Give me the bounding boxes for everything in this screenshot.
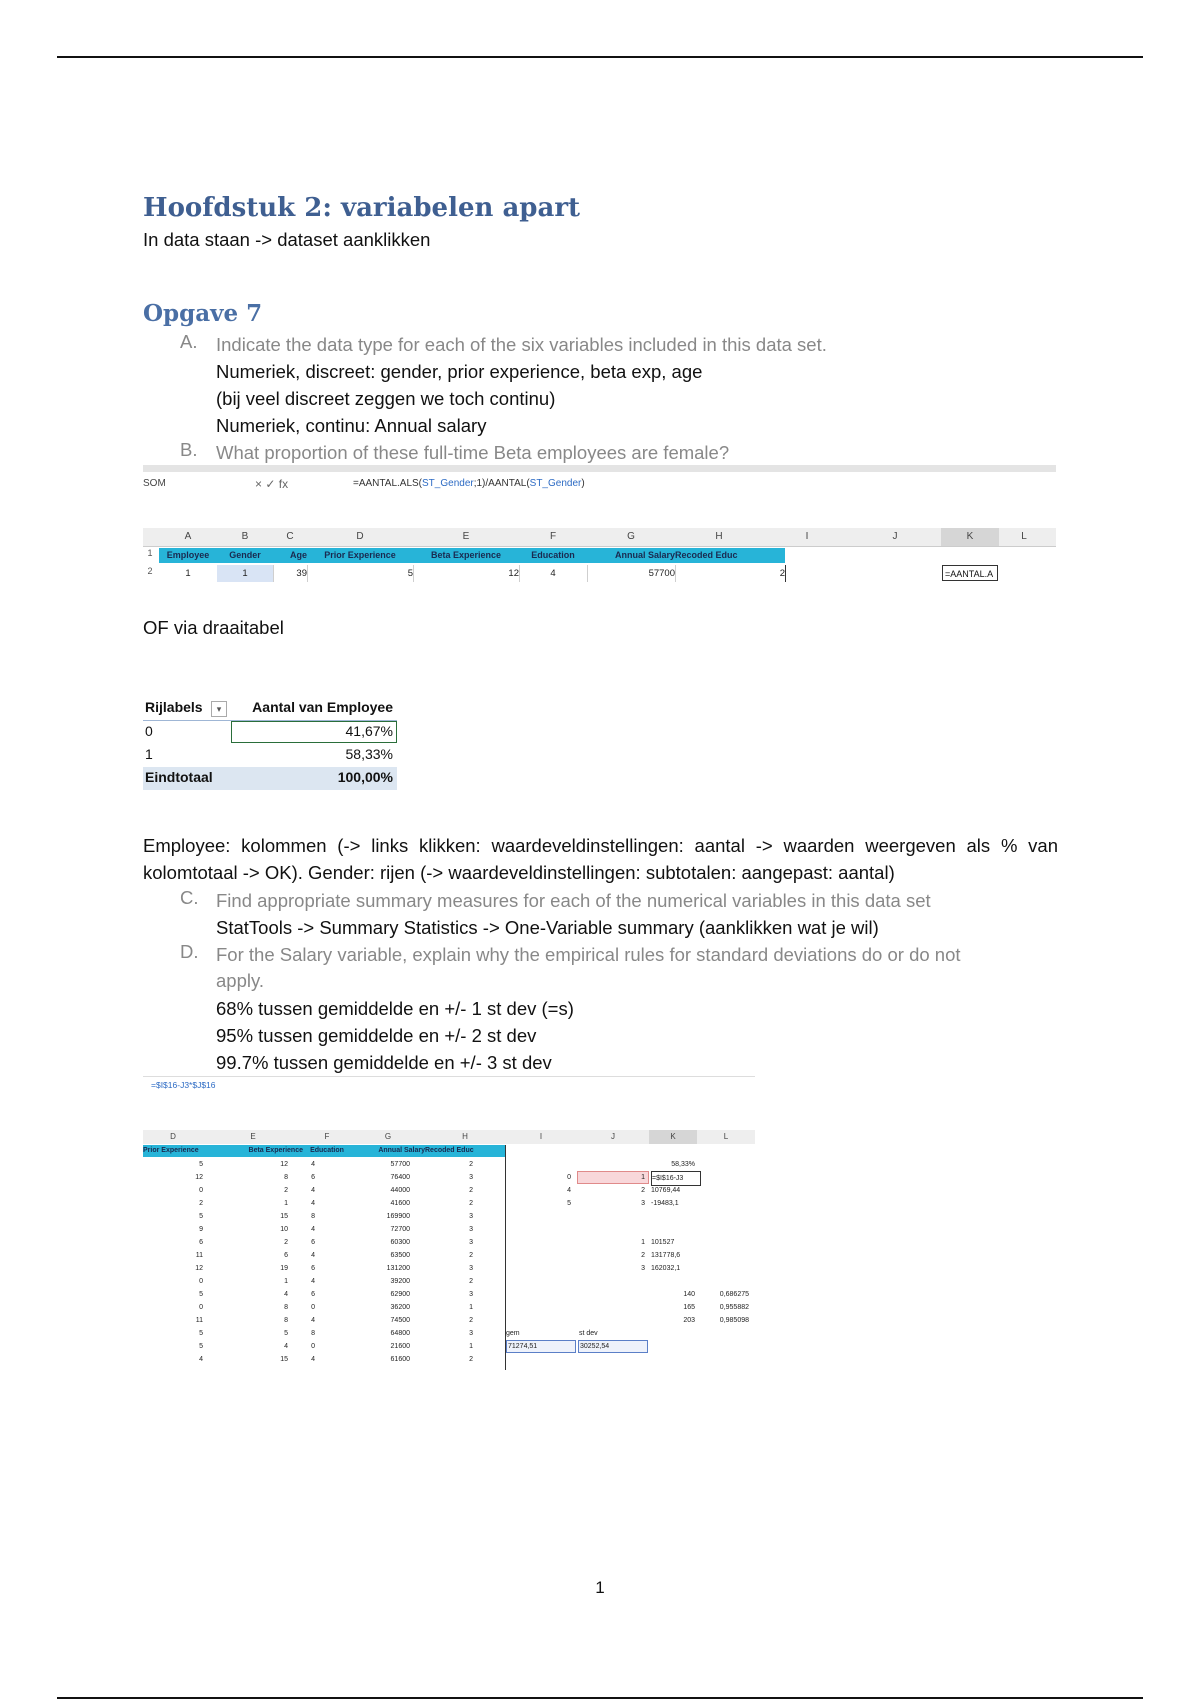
table-cell[interactable]: 0 (311, 1304, 315, 1311)
table-cell[interactable]: 101527 (651, 1239, 675, 1246)
pivot-row-value[interactable]: 41,67% (345, 723, 393, 739)
table-cell[interactable]: 63500 (390, 1252, 410, 1259)
table-cell[interactable]: 9 (199, 1226, 203, 1233)
table-cell[interactable]: 2 (675, 565, 786, 582)
table-cell[interactable]: 3 (469, 1265, 473, 1272)
table-cell[interactable]: 5 (199, 1330, 203, 1337)
table-cell[interactable]: 3 (469, 1174, 473, 1181)
table-cell[interactable]: 4 (199, 1356, 203, 1363)
table-cell[interactable]: 8 (284, 1174, 288, 1181)
table-cell[interactable]: 4 (311, 1187, 315, 1194)
table-cell[interactable]: 4 (284, 1291, 288, 1298)
column-header: A (184, 531, 192, 542)
table-cell[interactable]: 3 (469, 1226, 473, 1233)
pivot-total-label: Eindtotaal (145, 769, 213, 785)
table-cell[interactable]: 60300 (390, 1239, 410, 1246)
table-cell[interactable]: 6 (311, 1291, 315, 1298)
table-cell[interactable]: 44000 (390, 1187, 410, 1194)
table-cell[interactable]: 140 (683, 1291, 695, 1298)
table-cell[interactable]: 10 (280, 1226, 288, 1233)
column-header: H (462, 1132, 468, 1141)
exercise-title: Opgave 7 (143, 300, 263, 327)
excel-screenshot-salary (143, 1076, 755, 1370)
row-number: 2 (147, 566, 153, 576)
table-cell[interactable]: 6 (311, 1265, 315, 1272)
row-number: 1 (147, 548, 153, 558)
formula-bar: =$I$16-J3*$J$16 (151, 1080, 216, 1090)
formula-prefix: =AANTAL.ALS( (353, 478, 423, 489)
pivot-row-value[interactable]: 58,33% (345, 746, 393, 762)
table-cell[interactable]: 57700 (390, 1161, 410, 1168)
table-cell[interactable]: 2 (469, 1161, 473, 1168)
ribbon-edge (143, 465, 1056, 472)
table-cell[interactable]: 5 (199, 1343, 203, 1350)
header-rule (57, 56, 1143, 58)
table-cell[interactable]: 10769,44 (651, 1187, 681, 1194)
table-cell[interactable]: 76400 (390, 1174, 410, 1181)
pivot-intro: OF via draaitabel (143, 617, 284, 638)
table-cell[interactable]: 0 (199, 1187, 203, 1194)
table-header-cell: Education (310, 1147, 344, 1154)
question-d-answer-3: 99.7% tussen gemiddelde en +/- 3 st dev (216, 1052, 552, 1073)
table-cell[interactable]: 131200 (386, 1265, 410, 1272)
table-cell[interactable]: 57700 (587, 565, 676, 582)
column-header: L (723, 1132, 729, 1141)
name-box: SOM (143, 478, 166, 489)
table-cell[interactable]: 19 (280, 1265, 288, 1272)
table-cell[interactable]: 61600 (390, 1356, 410, 1363)
table-cell[interactable]: 5 (199, 1213, 203, 1220)
question-c-mark: C. (180, 887, 199, 908)
table-cell[interactable]: 2 (469, 1252, 473, 1259)
formula-bar-area (143, 1076, 755, 1121)
table-cell[interactable]: 15 (280, 1213, 288, 1220)
table-cell[interactable]: 3 (469, 1239, 473, 1246)
question-d-answer-2: 95% tussen gemiddelde en +/- 2 st dev (216, 1025, 537, 1046)
table-cell[interactable]: 1 (217, 565, 274, 582)
column-header-bar (143, 528, 1056, 547)
table-cell[interactable]: 4 (567, 1187, 571, 1194)
table-cell[interactable]: 1 (469, 1343, 473, 1350)
question-b-text: What proportion of these full-time Beta employees are female? (216, 442, 730, 463)
table-cell[interactable]: 39200 (390, 1278, 410, 1285)
pivot-row (143, 721, 397, 744)
table-cell[interactable]: 74500 (390, 1317, 410, 1324)
table-cell[interactable]: 0 (567, 1174, 571, 1181)
table-cell[interactable]: 71274,51 (508, 1343, 538, 1350)
question-a-answer-2: (bij veel discreet zeggen we toch continu) (216, 388, 556, 409)
table-cell[interactable]: 72700 (390, 1226, 410, 1233)
question-a-answer-1: Numeriek, discreet: gender, prior experience, beta exp, age (216, 361, 703, 382)
table-header-cell: Prior Experience (324, 550, 396, 560)
table-cell[interactable]: 0,985098 (719, 1317, 749, 1324)
table-cell[interactable]: 2 (469, 1187, 473, 1194)
table-header-cell: Annual Salary (614, 550, 675, 560)
question-d-text-1: For the Salary variable, explain why the empirical rules for standard deviations do or do not (216, 944, 961, 965)
table-cell[interactable]: 6 (199, 1239, 203, 1246)
table-cell[interactable]: 8 (284, 1317, 288, 1324)
chapter-heading: Hoofdstuk 2: variabelen apart (143, 193, 581, 223)
table-cell[interactable]: 2 (469, 1317, 473, 1324)
column-header: E (250, 1132, 256, 1141)
table-cell[interactable]: 4 (311, 1356, 315, 1363)
table-cell[interactable]: 4 (311, 1200, 315, 1207)
table-cell[interactable]: 1 (641, 1239, 645, 1246)
table-cell[interactable]: 0 (199, 1278, 203, 1285)
table-cell[interactable]: 12 (413, 565, 520, 582)
table-cell[interactable]: 2 (469, 1200, 473, 1207)
intro-text: In data staan -> dataset aanklikken (143, 229, 431, 250)
question-d-text-2: apply. (216, 970, 264, 991)
formula-icons: × ✓ fx (255, 477, 289, 491)
table-cell[interactable]: 3 (641, 1265, 645, 1272)
filter-dropdown-icon[interactable]: ▾ (211, 701, 227, 717)
column-header: B (241, 531, 249, 542)
table-cell[interactable]: 58,33% (671, 1161, 695, 1168)
table-cell[interactable]: 3 (641, 1200, 645, 1207)
table-cell[interactable]: 0,686275 (719, 1291, 749, 1298)
table-cell[interactable]: 11 (195, 1317, 203, 1324)
table-cell[interactable]: 41600 (390, 1200, 410, 1207)
pivot-total-row (143, 767, 397, 790)
column-header: I (805, 531, 809, 542)
footer-rule (57, 1697, 1143, 1699)
column-header-bar (143, 1130, 755, 1144)
table-cell[interactable]: 2 (284, 1187, 288, 1194)
table-cell[interactable]: 2 (469, 1356, 473, 1363)
pivot-header-label: Rijlabels (145, 699, 203, 715)
table-cell[interactable]: 2 (469, 1278, 473, 1285)
table-cell[interactable]: 5 (199, 1161, 203, 1168)
table-cell[interactable]: 1 (284, 1200, 288, 1207)
question-a-answer-3: Numeriek, continu: Annual salary (216, 415, 487, 436)
pivot-table (143, 697, 397, 790)
column-header: G (384, 1132, 392, 1141)
question-a-mark: A. (180, 331, 198, 352)
table-cell[interactable]: 165 (683, 1304, 695, 1311)
table-cell[interactable]: 4 (519, 565, 588, 582)
table-header-cell: Gender (229, 550, 261, 560)
table-cell[interactable]: 6 (284, 1252, 288, 1259)
table-cell[interactable]: 11 (195, 1252, 203, 1259)
table-cell[interactable]: 5 (307, 565, 414, 582)
table-cell[interactable]: 0 (311, 1343, 315, 1350)
question-a-text: Indicate the data type for each of the six variables included in this data set. (216, 334, 827, 355)
column-header: F (324, 1132, 330, 1141)
formula-ref-2: ST_Gender (529, 478, 582, 489)
pivot-row-label: 1 (145, 746, 153, 762)
question-d-answer-1: 68% tussen gemiddelde en +/- 1 st dev (=s) (216, 998, 574, 1019)
table-cell[interactable]: 3 (469, 1291, 473, 1298)
column-header: J (892, 531, 898, 542)
column-header: H (715, 531, 723, 542)
table-cell[interactable]: 169900 (386, 1213, 410, 1220)
table-cell[interactable]: 1 (284, 1278, 288, 1285)
pivot-row-label: 0 (145, 723, 153, 739)
column-header: I (539, 1132, 543, 1141)
table-cell[interactable]: 64800 (390, 1330, 410, 1337)
table-cell[interactable]: 162032,1 (651, 1265, 681, 1272)
table-cell[interactable]: 5 (284, 1330, 288, 1337)
column-header: D (356, 531, 364, 542)
table-cell[interactable]: 2 (199, 1200, 203, 1207)
table-cell[interactable]: 1 (159, 565, 218, 582)
table-cell[interactable]: 8 (284, 1304, 288, 1311)
column-header: C (286, 531, 294, 542)
formula-suffix: ) (581, 478, 585, 489)
table-cell[interactable]: 36200 (390, 1304, 410, 1311)
table-row (159, 565, 785, 582)
table-cell[interactable]: 39 (273, 565, 308, 582)
table-header-cell: Beta Experience (430, 550, 502, 560)
formula-mid: ;1)/AANTAL( (473, 478, 530, 489)
table-cell[interactable]: 5 (567, 1200, 571, 1207)
table-cell[interactable]: 12 (195, 1174, 203, 1181)
column-header: E (462, 531, 470, 542)
pivot-header-row (143, 697, 397, 721)
table-cell[interactable]: 12 (195, 1265, 203, 1272)
table-cell[interactable]: 2 (641, 1252, 645, 1259)
table-cell[interactable]: 12 (280, 1161, 288, 1168)
table-cell[interactable]: 4 (311, 1317, 315, 1324)
column-header: G (627, 531, 635, 542)
table-cell[interactable]: 1 (469, 1304, 473, 1311)
table-cell[interactable]: st dev (579, 1330, 598, 1337)
column-header: F (549, 531, 557, 542)
table-cell[interactable]: 203 (683, 1317, 695, 1324)
pivot-note: Employee: kolommen (-> links klikken: waardeveldinstellingen: aantal -> waarden weergeven als % van kolomtotaal -> OK). Gender: rijen (-> waardeveldinstellingen: subtotalen: aangepast: aantal) (143, 835, 1058, 883)
table-cell[interactable]: gem (506, 1330, 520, 1337)
table-header-row (159, 548, 785, 563)
column-header: J (611, 1132, 615, 1141)
column-header: L (1021, 531, 1027, 542)
table-cell[interactable]: 2 (641, 1187, 645, 1194)
excel-screenshot-proportion (143, 465, 1056, 585)
question-b-mark: B. (180, 439, 198, 460)
table-cell[interactable]: 4 (311, 1252, 315, 1259)
table-header-cell: Recoded Educ (675, 550, 738, 560)
column-header: D (170, 1132, 176, 1141)
table-header-cell: Education (531, 550, 575, 560)
table-header-cell: Age (289, 550, 307, 560)
table-cell[interactable]: 4 (311, 1226, 315, 1233)
table-header-row (143, 1145, 505, 1157)
table-header-cell: Recoded Educ (425, 1147, 474, 1154)
active-cell[interactable]: =AANTAL.A (942, 565, 998, 581)
table-header-cell: Prior Experience (143, 1147, 199, 1154)
column-header: K (649, 1130, 697, 1144)
question-c-answer: StatTools -> Summary Statistics -> One-Variable summary (aanklikken wat je wil) (216, 917, 879, 938)
question-c-text: Find appropriate summary measures for each of the numerical variables in this data set (216, 890, 931, 911)
table-cell[interactable]: 6 (311, 1174, 315, 1181)
table-header-cell: Annual Salary (378, 1147, 425, 1154)
table-cell[interactable]: 5 (199, 1291, 203, 1298)
pivot-total-value: 100,00% (337, 769, 393, 785)
table-cell[interactable]: 3 (469, 1330, 473, 1337)
table-cell[interactable]: 62900 (390, 1291, 410, 1298)
question-d-mark: D. (180, 941, 199, 962)
table-cell[interactable]: 2 (284, 1239, 288, 1246)
table-cell[interactable]: 4 (311, 1278, 315, 1285)
table-cell[interactable]: 21600 (390, 1343, 410, 1350)
pivot-row (143, 744, 397, 767)
table-cell[interactable]: 6 (311, 1239, 315, 1246)
page-number: 1 (595, 1578, 605, 1597)
table-header-cell: Beta Experience (248, 1147, 303, 1154)
table-cell[interactable]: 8 (311, 1330, 315, 1337)
table-cell[interactable]: 4 (284, 1343, 288, 1350)
formula-ref-1: ST_Gender (422, 478, 474, 489)
table-cell[interactable]: =$I$16-J3 (651, 1171, 701, 1186)
table-cell[interactable]: 4 (311, 1161, 315, 1168)
table-header-cell: Employee (166, 550, 210, 560)
column-header: K (941, 528, 999, 546)
table-cell[interactable]: 30252,54 (580, 1343, 610, 1350)
table-cell[interactable]: 1 (641, 1174, 645, 1181)
table-cell[interactable]: 8 (311, 1213, 315, 1220)
table-cell[interactable]: 3 (469, 1213, 473, 1220)
table-cell[interactable]: 0,955882 (719, 1304, 749, 1311)
table-cell[interactable]: 0 (199, 1304, 203, 1311)
table-cell[interactable]: 131778,6 (651, 1252, 681, 1259)
table-cell[interactable]: 15 (280, 1356, 288, 1363)
pivot-header-value: Aantal van Employee (252, 699, 393, 715)
table-cell[interactable]: -19483,1 (651, 1200, 679, 1207)
formula-bar (353, 474, 585, 494)
